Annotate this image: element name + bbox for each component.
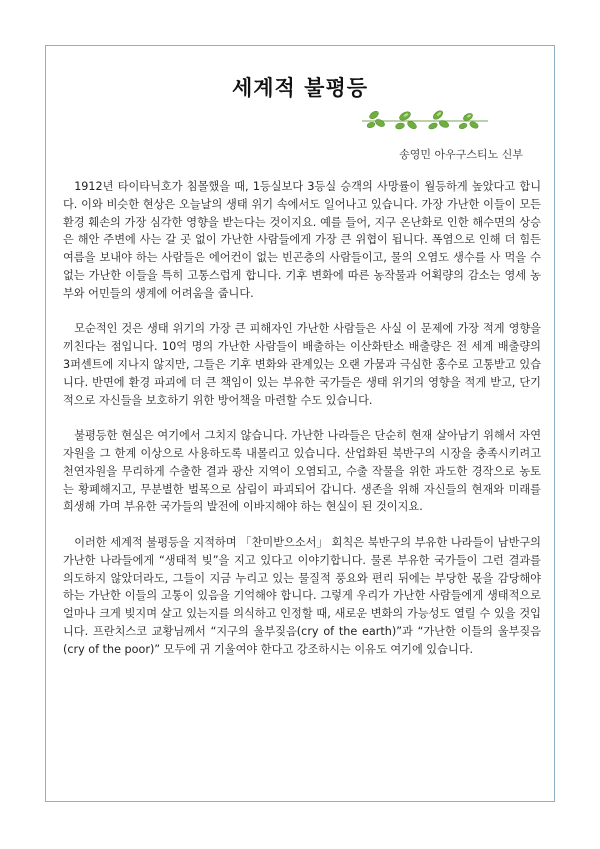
paragraph: 불평등한 현실은 여기에서 그치지 않습니다. 가난한 나라들은 단순히 현재 살아남기 위해서 자연 자원을 그 한계 이상으로 사용하도록 내몰리고 있습니다. 산업화된 북반구의 시장을 충족시키려고 천연자원을 무리하게 수출한 결과 광산 지역이 오염되고, 수출 작물을 위한 과도한 경작으로 농토는 황폐해지고, 무분별한 벌목으로 삼림이 파괴되어 갑니다. 생존을 위해 자신들의 현재와 미래를 희생해 가며 부유한 국가들의 발전에 이바지해야 하는 현실이 된 것이지요. [63, 429, 541, 514]
author-byline: 송영민 아우구스티노 신부 [399, 148, 523, 161]
document-title: 세계적 불평등 [231, 76, 369, 100]
paragraph: 모순적인 것은 생태 위기의 가장 큰 피해자인 가난한 사람들은 사실 이 문제에 가장 적게 영향을 끼친다는 점입니다. 10억 명의 가난한 사람들이 배출하는 이산화탄소 배출량은 전 세계 배출량의 3퍼센트에 지나지 않지만, 그들은 기후 변화와 관계있는 오랜 가뭄과 극심한 홍수로 고통받고 있습니다. 반면에 환경 파괴에 더 큰 책임이 있는 부유한 국가들은 생태 위기의 영향을 적게 받고, 단기적으로 자신들을 보호하기 위한 방어책을 마련할 수도 있습니다. [63, 322, 541, 407]
paragraph: 이러한 세계적 불평등을 지적하며 「찬미받으소서」 회칙은 북반구의 부유한 나라들이 남반구의 가난한 나라들에게 “생태적 빚”을 지고 있다고 이야기합니다. 물론 부유한 국가들이 그런 결과를 의도하지 않았더라도, 그들이 지금 누리고 있는 물질적 풍요와 편리 뒤에는 부당한 몫을 감당해야 하는 가난한 이들의 고통이 있음을 기억해야 합니다. 그렇게 우리가 가난한 사람들에게 생태적으로 얼마나 크게 빚지며 살고 있는지를 의식하고 인정할 때, 새로운 변화의 가능성도 열릴 수 있을 것입니다. 프란치스코 교황님께서 “지구의 울부짖음(cry of the earth)”과 “가난한 이들의 울부짖음(cry of the poor)” 모두에 귀 기울여야 한다고 강조하시는 이유도 여기에 있습니다. [63, 535, 541, 656]
paragraph: 1912년 타이타닉호가 침몰했을 때, 1등실보다 3등실 승객의 사망률이 월등하게 높았다고 합니다. 이와 비슷한 현상은 오늘날의 생태 위기 속에서도 일어나고 있습니다. 가장 가난한 이들이 모든 환경 훼손의 가장 심각한 영향을 받는다는 것이지요. 예를 들어, 지구 온난화로 인한 해수면의 상승은 해안 주변에 사는 갈 곳 없이 가난한 사람들에게 가장 큰 위협이 됩니다. 폭염으로 인해 더 힘든 여름을 보내야 하는 사람들은 에어컨이 없는 빈곤층의 사람들이고, 물의 오염도 생수를 사 먹을 수 없는 가난한 이들을 특히 고통스럽게 합니다. 기후 변화에 따른 농작물과 어획량의 감소는 영세 농부와 어민들의 생계에 어려움을 줍니다. [63, 180, 541, 300]
article-body [63, 178, 541, 676]
leaf-ornament-icon [360, 103, 490, 137]
